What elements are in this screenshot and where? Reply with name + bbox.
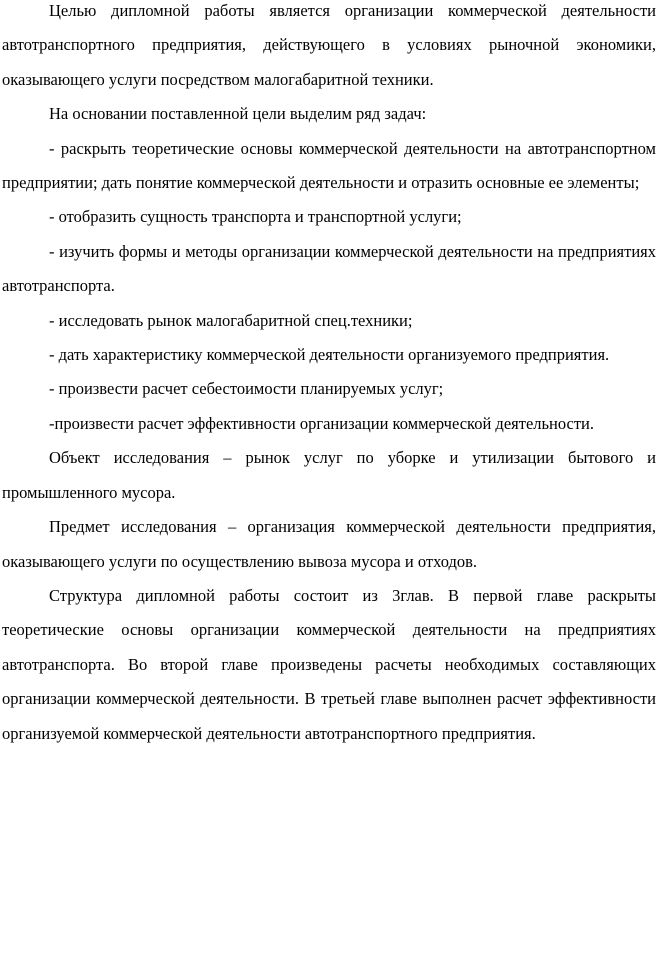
paragraph-object: Объект исследования – рынок услуг по уборке и утилизации бытового и промышленного мусора. bbox=[2, 448, 656, 502]
paragraph-structure: Структура дипломной работы состоит из 3глав. В первой главе раскрыты теоретические основы организации коммерческой деятельности на предприятиях автотранспорта. Во второй главе произведены расчеты необходимых составляющих организации коммерческой деятельности. В третьей главе выполнен расчет эффективности организуемой коммерческой деятельности автотранспортного предприятия. bbox=[2, 585, 656, 743]
paragraph-tasks-intro: На основании поставленной цели выделим ряд задач: bbox=[49, 104, 427, 124]
task-item-efficiency: -произвести расчет эффективности организации коммерческой деятельности. bbox=[49, 413, 595, 433]
task-item-cost: - произвести расчет себестоимости планируемых услуг; bbox=[49, 379, 444, 399]
task-item-theory: - раскрыть теоретические основы коммерческой деятельности на автотранспортном предприятии; дать понятие коммерческой деятельности и отразить основные ее элементы; bbox=[2, 138, 656, 193]
paragraph-goal: Целью дипломной работы является организации коммерческой деятельности автотранспортного предприятия, действующего в условиях рыночной экономики, оказывающего услуги посредством малогабаритной техники. bbox=[2, 1, 656, 89]
task-item-transport: - отобразить сущность транспорта и транспортной услуги; bbox=[49, 207, 462, 227]
task-item-market: - исследовать рынок малогабаритной спец.техники; bbox=[49, 310, 413, 330]
paragraph-subject: Предмет исследования – организация коммерческой деятельности предприятия, оказывающего услуги по осуществлению вывоза мусора и отходов. bbox=[2, 517, 656, 571]
task-item-forms-methods: - изучить формы и методы организации коммерческой деятельности на предприятиях автотранспорта. bbox=[2, 241, 656, 296]
task-item-characteristic: - дать характеристику коммерческой деятельности организуемого предприятия. bbox=[49, 345, 610, 365]
